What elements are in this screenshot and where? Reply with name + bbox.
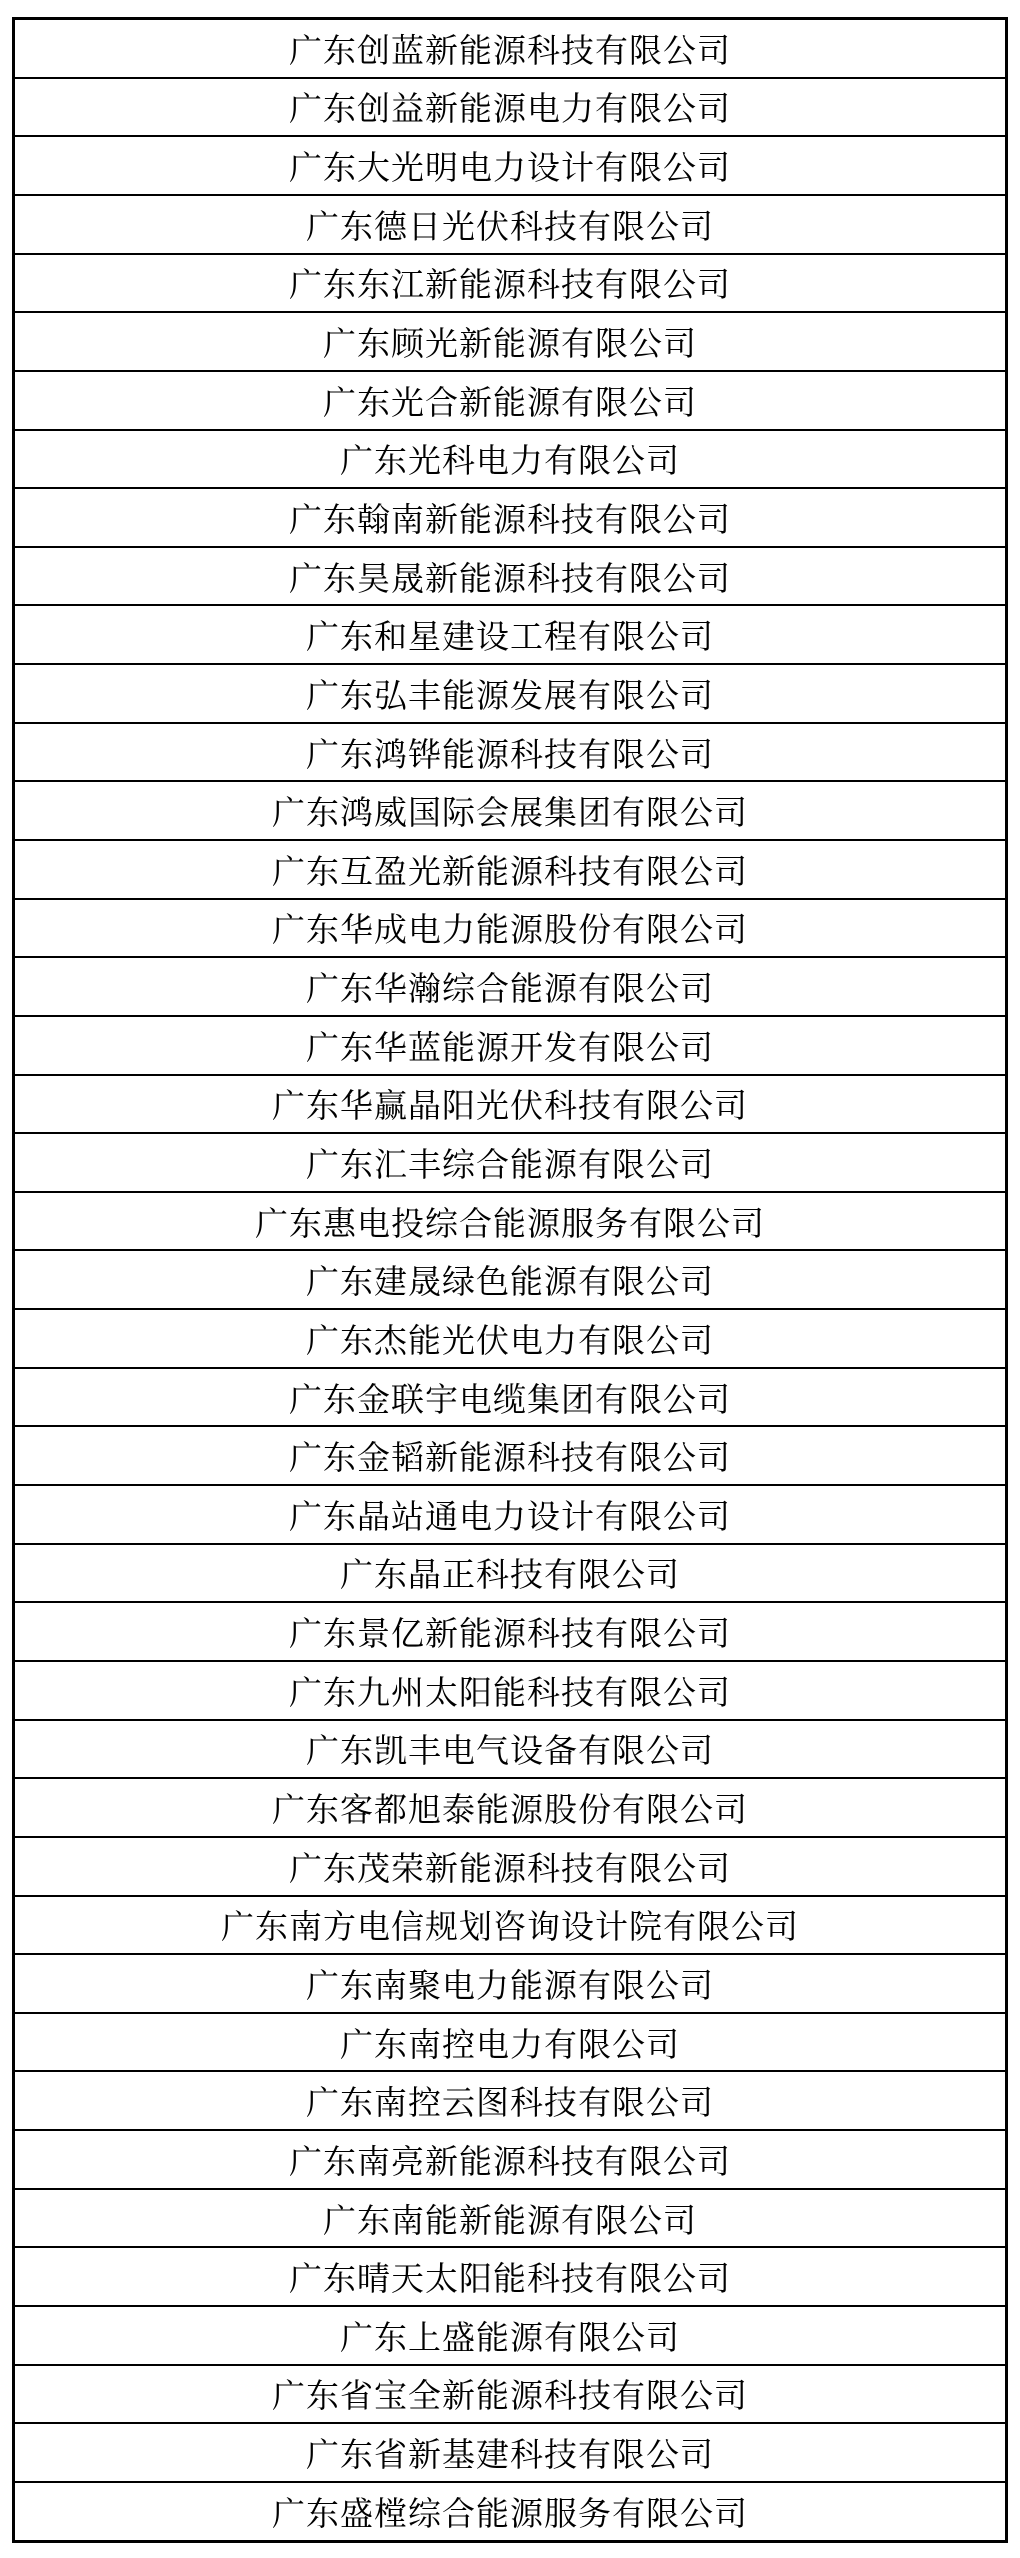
- table-row: [14, 840, 1007, 899]
- company-name-cell: 广东南方电信规划咨询设计院有限公司: [14, 1896, 1007, 1955]
- company-name-cell: 广东汇丰综合能源有限公司: [14, 1133, 1007, 1192]
- table-row: [14, 1426, 1007, 1485]
- company-name-cell: 广东德日光伏科技有限公司: [14, 195, 1007, 254]
- company-name-cell: 广东金韬新能源科技有限公司: [14, 1426, 1007, 1485]
- company-name-cell: 广东南能新能源有限公司: [14, 2189, 1007, 2248]
- company-name-cell: 广东鸿威国际会展集团有限公司: [14, 781, 1007, 840]
- company-name-cell: 广东晴天太阳能科技有限公司: [14, 2247, 1007, 2306]
- table-row: [14, 547, 1007, 606]
- company-name-cell: 广东和星建设工程有限公司: [14, 605, 1007, 664]
- table-row: [14, 2247, 1007, 2306]
- company-name-cell: 广东翰南新能源科技有限公司: [14, 488, 1007, 547]
- table-row: [14, 1896, 1007, 1955]
- table-row: [14, 136, 1007, 195]
- table-row: [14, 1192, 1007, 1251]
- table-row: [14, 195, 1007, 254]
- table-row: [14, 2071, 1007, 2130]
- company-name-cell: 广东弘丰能源发展有限公司: [14, 664, 1007, 723]
- table-row: [14, 1133, 1007, 1192]
- table-row: [14, 1368, 1007, 1427]
- table-row: [14, 605, 1007, 664]
- table-row: [14, 488, 1007, 547]
- company-name-cell: 广东茂荣新能源科技有限公司: [14, 1837, 1007, 1896]
- table-row: [14, 2306, 1007, 2365]
- company-name-cell: 广东客都旭泰能源股份有限公司: [14, 1778, 1007, 1837]
- company-name-cell: 广东上盛能源有限公司: [14, 2306, 1007, 2365]
- company-name-cell: 广东晶正科技有限公司: [14, 1544, 1007, 1603]
- company-name-cell: 广东华成电力能源股份有限公司: [14, 899, 1007, 958]
- company-name-cell: 广东鸿铧能源科技有限公司: [14, 723, 1007, 782]
- company-name-cell: 广东凯丰电气设备有限公司: [14, 1720, 1007, 1779]
- company-name-cell: 广东昊晟新能源科技有限公司: [14, 547, 1007, 606]
- company-name-cell: 广东盛樘综合能源服务有限公司: [14, 2482, 1007, 2542]
- table-row: [14, 78, 1007, 137]
- company-name-cell: 广东南控云图科技有限公司: [14, 2071, 1007, 2130]
- table-row: [14, 1250, 1007, 1309]
- table-row: [14, 1778, 1007, 1837]
- company-name-cell: 广东华蓝能源开发有限公司: [14, 1016, 1007, 1075]
- table-row: [14, 664, 1007, 723]
- company-name-cell: 广东华赢晶阳光伏科技有限公司: [14, 1075, 1007, 1134]
- table-row: [14, 2130, 1007, 2189]
- company-name-cell: 广东南控电力有限公司: [14, 2013, 1007, 2072]
- company-name-cell: 广东金联宇电缆集团有限公司: [14, 1368, 1007, 1427]
- company-name-cell: 广东晶站通电力设计有限公司: [14, 1485, 1007, 1544]
- company-name-cell: 广东创益新能源电力有限公司: [14, 78, 1007, 137]
- company-table-body: [14, 19, 1007, 2542]
- table-row: [14, 2189, 1007, 2248]
- company-name-cell: 广东华瀚综合能源有限公司: [14, 957, 1007, 1016]
- company-name-cell: 广东九州太阳能科技有限公司: [14, 1661, 1007, 1720]
- table-row: [14, 254, 1007, 313]
- company-name-cell: 广东顾光新能源有限公司: [14, 312, 1007, 371]
- table-row: [14, 1720, 1007, 1779]
- table-row: [14, 723, 1007, 782]
- table-row: [14, 1661, 1007, 1720]
- company-name-cell: 广东杰能光伏电力有限公司: [14, 1309, 1007, 1368]
- table-row: [14, 1075, 1007, 1134]
- table-row: [14, 1309, 1007, 1368]
- table-row: [14, 1954, 1007, 2013]
- table-row: [14, 2482, 1007, 2542]
- table-row: [14, 430, 1007, 489]
- company-name-cell: 广东创蓝新能源科技有限公司: [14, 19, 1007, 78]
- company-name-cell: 广东建晟绿色能源有限公司: [14, 1250, 1007, 1309]
- table-row: [14, 781, 1007, 840]
- table-row: [14, 957, 1007, 1016]
- table-row: [14, 1016, 1007, 1075]
- company-name-cell: 广东省宝全新能源科技有限公司: [14, 2365, 1007, 2424]
- table-row: [14, 1602, 1007, 1661]
- table-row: [14, 371, 1007, 430]
- table-row: [14, 2013, 1007, 2072]
- company-name-cell: 广东大光明电力设计有限公司: [14, 136, 1007, 195]
- company-name-cell: 广东景亿新能源科技有限公司: [14, 1602, 1007, 1661]
- table-row: [14, 19, 1007, 78]
- table-row: [14, 2365, 1007, 2424]
- company-name-cell: 广东光合新能源有限公司: [14, 371, 1007, 430]
- table-row: [14, 1837, 1007, 1896]
- company-name-cell: 广东东江新能源科技有限公司: [14, 254, 1007, 313]
- table-row: [14, 1485, 1007, 1544]
- company-name-cell: 广东互盈光新能源科技有限公司: [14, 840, 1007, 899]
- company-name-cell: 广东南亮新能源科技有限公司: [14, 2130, 1007, 2189]
- company-name-cell: 广东光科电力有限公司: [14, 430, 1007, 489]
- table-row: [14, 1544, 1007, 1603]
- table-row: [14, 2423, 1007, 2482]
- company-table: [12, 17, 1008, 2543]
- table-row: [14, 899, 1007, 958]
- company-name-cell: 广东省新基建科技有限公司: [14, 2423, 1007, 2482]
- company-name-cell: 广东南聚电力能源有限公司: [14, 1954, 1007, 2013]
- table-row: [14, 312, 1007, 371]
- company-name-cell: 广东惠电投综合能源服务有限公司: [14, 1192, 1007, 1251]
